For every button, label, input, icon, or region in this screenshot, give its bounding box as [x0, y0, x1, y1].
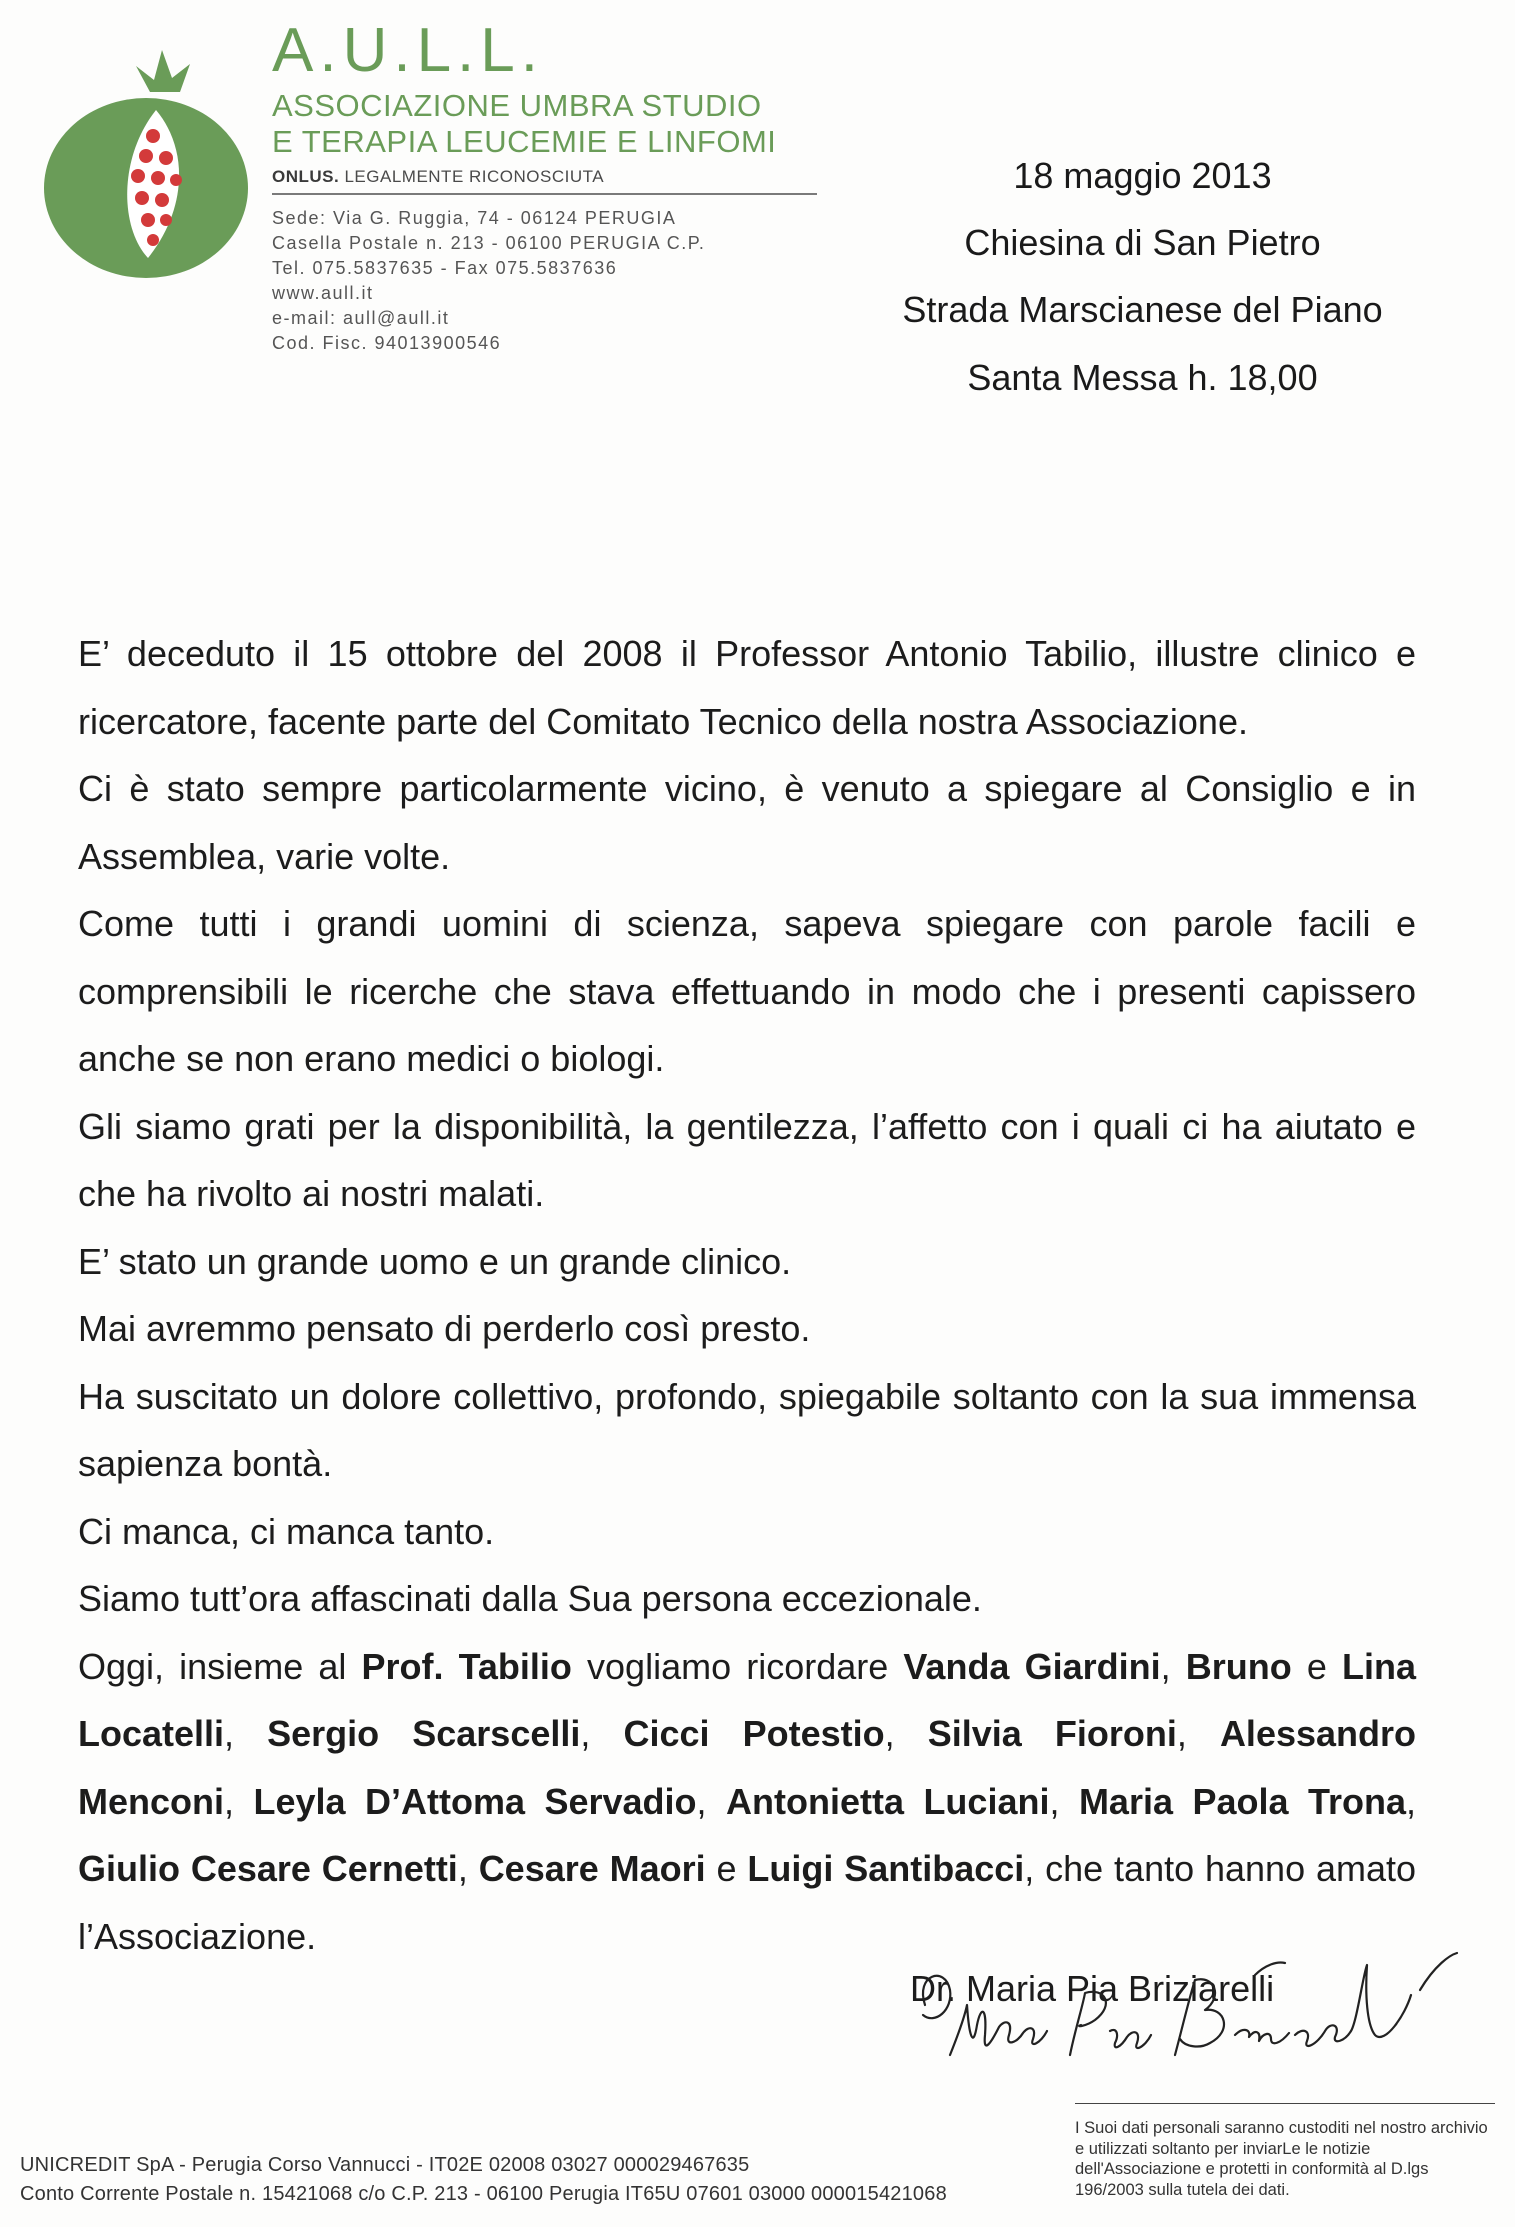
- memorial-name: Giulio Cesare Cernetti: [78, 1848, 458, 1889]
- letter-body: [78, 620, 1416, 1970]
- memorial-name: Antonietta Luciani: [726, 1780, 1050, 1822]
- memorial-name: Prof. Tabilio: [361, 1645, 572, 1687]
- memorial-name: Lina Locatelli: [78, 1645, 1416, 1754]
- org-name-line-1: ASSOCIAZIONE UMBRA STUDIO: [272, 88, 762, 123]
- body-paragraph-4: Gli siamo grati per la disponibilità, la gentilezza, l’affetto con i quali ci ha aiutato e che ha rivolto ai nostri malati.: [78, 1105, 1416, 1214]
- memorial-text: vogliamo ricordare: [571, 1645, 904, 1687]
- privacy-notice: I Suoi dati personali saranno custoditi nel nostro archivio e utilizzati soltanto per inviarLe le notizie dell'Associazione e protetti in conformità al D.lgs 196/2003 sulla tutela dei dati.: [1075, 2119, 1488, 2199]
- body-paragraph-3: Come tutti i grandi uomini di scienza, sapeva spiegare con parole facili e comprensibili le ricerche che stava effettuando in modo che i presenti capissero anche se non erano medici o biologi.: [78, 903, 1416, 1079]
- separator: ,: [1176, 1713, 1220, 1754]
- contact-phone-fax: Tel. 075.5837635 - Fax 075.5837636: [272, 258, 618, 278]
- contact-email: e-mail: aull@aull.it: [272, 308, 450, 328]
- memorial-text: , che tanto hanno amato l’Associazione.: [78, 1848, 1416, 1957]
- contact-address: Sede: Via G. Ruggia, 74 - 06124 PERUGIA: [272, 208, 677, 228]
- body-paragraph-5: E’ stato un grande uomo e un grande clinico.: [78, 1240, 792, 1282]
- separator: ,: [224, 1713, 268, 1754]
- memorial-name: Cicci Potestio: [623, 1713, 885, 1754]
- event-place: Chiesina di San Pietro: [964, 222, 1321, 263]
- privacy-divider: [1075, 2103, 1495, 2104]
- onlus-status: [272, 167, 604, 187]
- postal-account-details: Conto Corrente Postale n. 15421068 c/o C.P. 213 - 06100 Perugia IT65U 07601 03000 000015421068: [20, 2183, 947, 2205]
- memorial-names-paragraph: [78, 1633, 1416, 1971]
- signer-name: Dr. Maria Pia Briziarelli: [910, 1968, 1275, 2009]
- header-divider: [272, 193, 817, 195]
- body-paragraph-8: Ci manca, ci manca tanto.: [78, 1510, 495, 1552]
- handwritten-signature: [905, 1935, 1465, 2095]
- memorial-name: Bruno: [1185, 1645, 1292, 1687]
- legal-recognition: LEGALMENTE RICONOSCIUTA: [344, 167, 605, 186]
- memorial-name: Cesare Maori: [478, 1848, 706, 1889]
- body-paragraph-2: Ci è stato sempre particolarmente vicino, è venuto a spiegare al Consiglio e in Assemblea, varie volte.: [78, 768, 1416, 877]
- separator: ,: [696, 1780, 726, 1822]
- memorial-name: Alessandro Menconi: [78, 1713, 1417, 1822]
- separator: ,: [1405, 1780, 1416, 1822]
- separator: ,: [1049, 1780, 1079, 1822]
- memorial-name: Vanda Giardini: [903, 1645, 1161, 1687]
- memorial-name: Sergio Scarscelli: [267, 1713, 581, 1754]
- bank-details: UNICREDIT SpA - Perugia Corso Vannucci - IT02E 02008 03027 000029467635: [20, 2154, 750, 2176]
- event-date: 18 maggio 2013: [1013, 155, 1272, 196]
- event-mass-time: Santa Messa h. 18,00: [967, 357, 1318, 398]
- memorial-name: Leyla D’Attoma Servadio: [253, 1780, 697, 1822]
- memorial-text: Oggi, insieme al: [78, 1645, 362, 1687]
- body-paragraph-9: Siamo tutt’ora affascinati dalla Sua persona eccezionale.: [78, 1578, 982, 1619]
- separator: e: [1291, 1645, 1342, 1687]
- memorial-name: Maria Paola Trona: [1078, 1780, 1406, 1822]
- body-paragraph-1: E’ deceduto il 15 ottobre del 2008 il Professor Antonio Tabilio, illustre clinico e ricercatore, facente parte del Comitato Tecnico della nostra Associazione.: [78, 633, 1416, 742]
- onlus-label: ONLUS.: [272, 167, 340, 186]
- memorial-name: Luigi Santibacci: [747, 1848, 1025, 1889]
- body-paragraph-6: Mai avremmo pensato di perderlo così presto.: [78, 1308, 811, 1349]
- event-street: Strada Marscianese del Piano: [902, 289, 1383, 330]
- org-acronym: A.U.L.L.: [272, 16, 544, 85]
- org-name-line-2: E TERAPIA LEUCEMIE E LINFOMI: [272, 124, 777, 159]
- separator: ,: [884, 1713, 928, 1754]
- separator: e: [705, 1848, 748, 1889]
- separator: ,: [580, 1713, 624, 1754]
- separator: ,: [457, 1848, 479, 1889]
- body-paragraph-7: Ha suscitato un dolore collettivo, profondo, spiegabile soltanto con la sua immensa sapienza bontà.: [78, 1375, 1416, 1484]
- logo-crown: [136, 50, 190, 92]
- separator: ,: [1160, 1645, 1186, 1687]
- contact-tax-code: Cod. Fisc. 94013900546: [272, 333, 502, 353]
- separator: ,: [224, 1780, 254, 1822]
- contact-website: www.aull.it: [272, 283, 374, 303]
- memorial-name: Silvia Fioroni: [927, 1713, 1177, 1754]
- aull-pomegranate-logo: [38, 48, 248, 278]
- contact-po-box: Casella Postale n. 213 - 06100 PERUGIA C.P.: [272, 233, 706, 253]
